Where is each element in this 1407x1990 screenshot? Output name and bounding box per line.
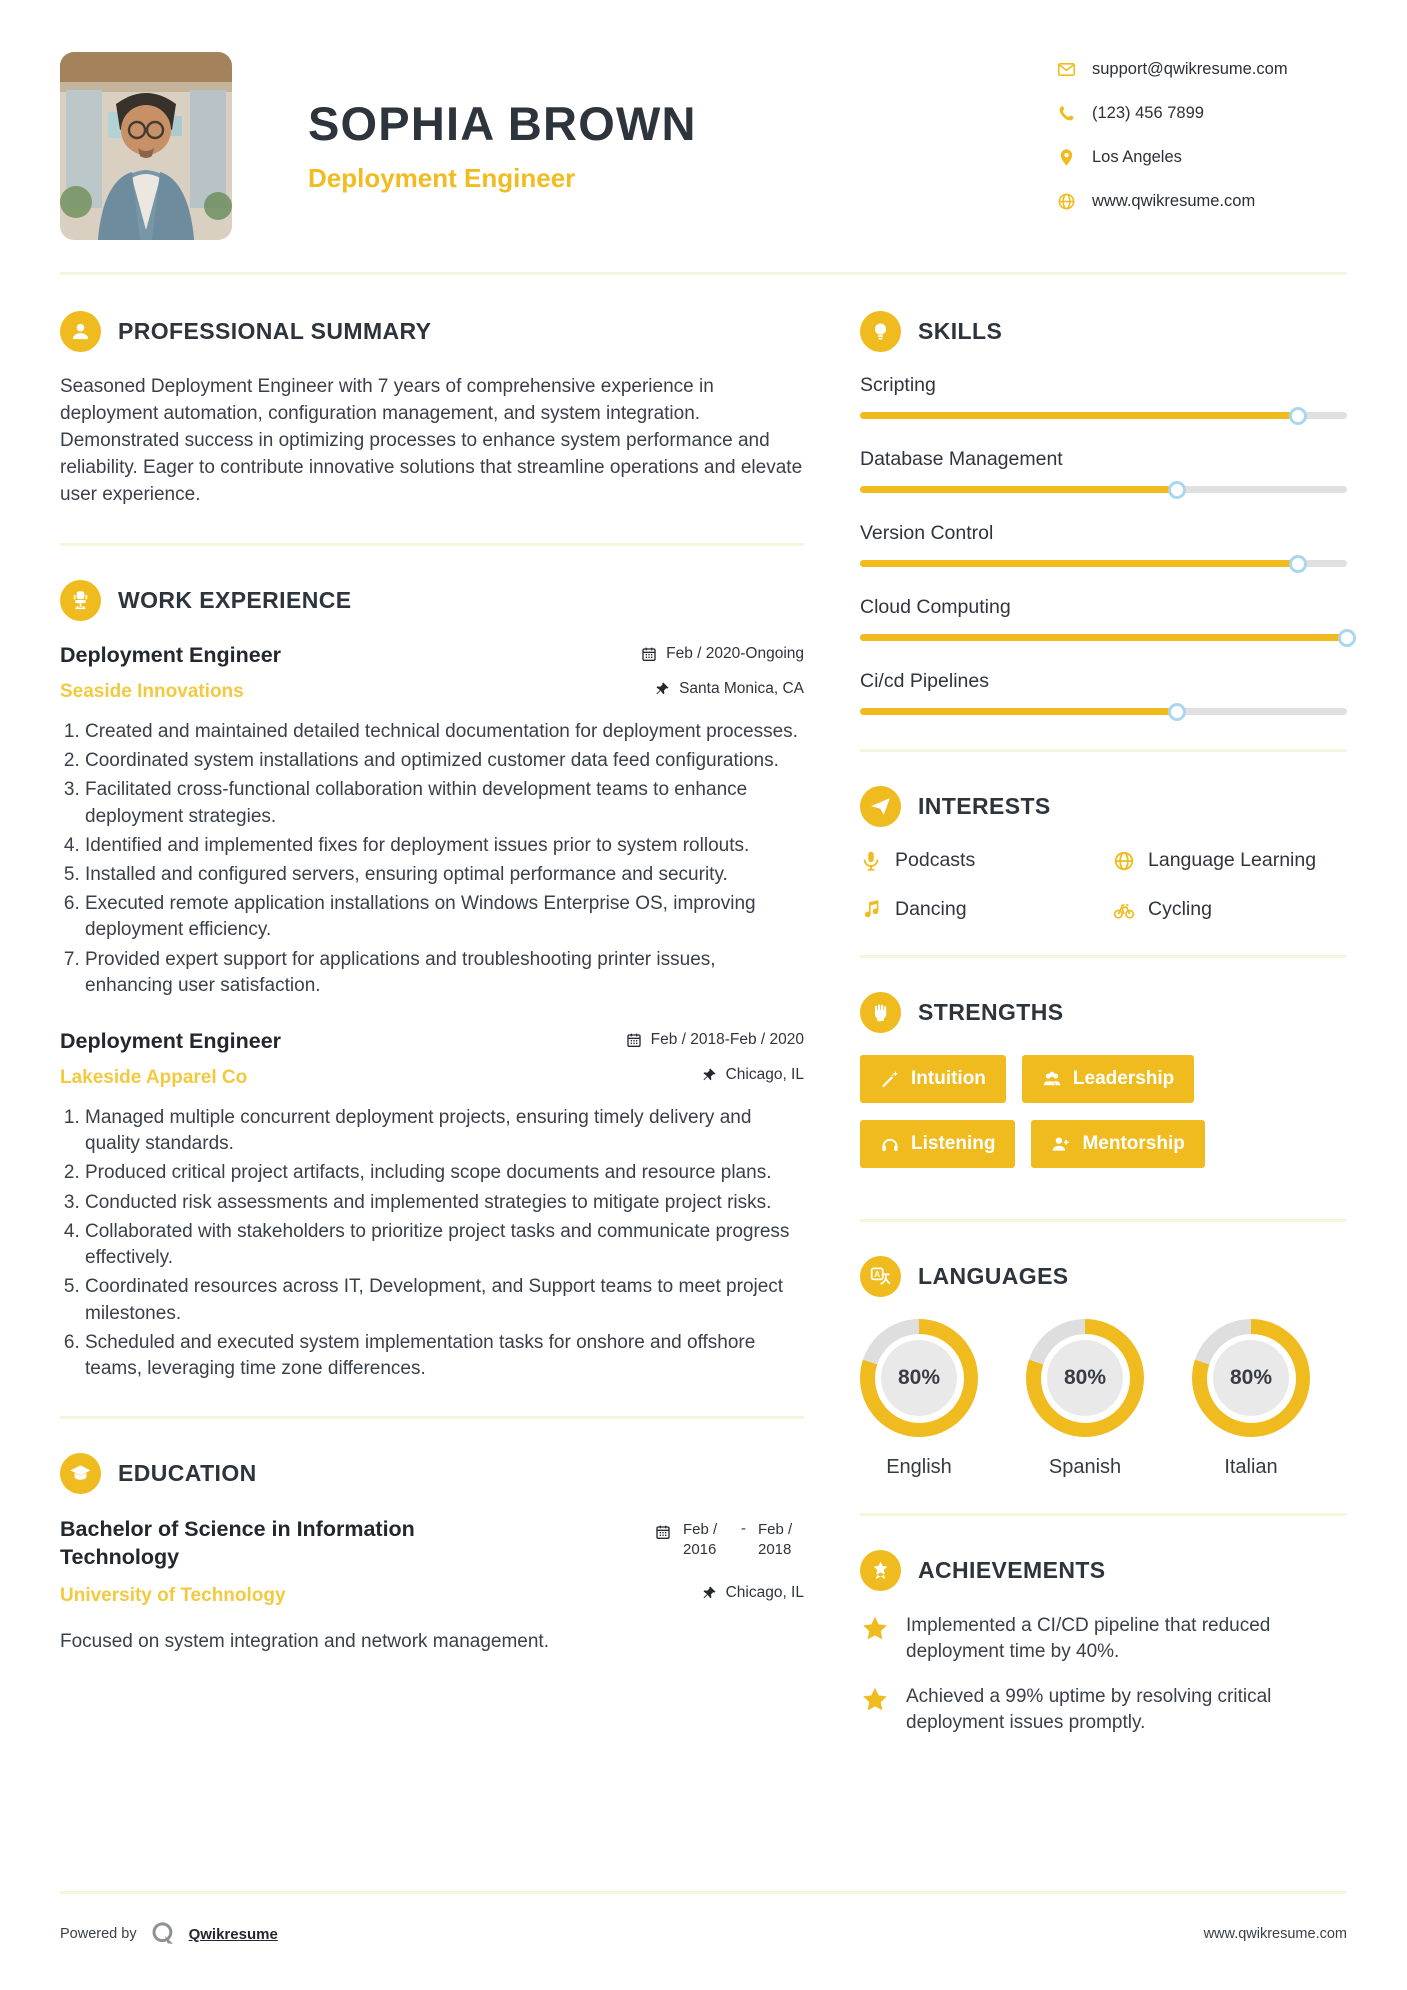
user-plus-icon [1051, 1134, 1071, 1154]
job-location: Chicago, IL [701, 1066, 804, 1084]
skill-bar-fill [860, 560, 1298, 567]
skill-bar-fill [860, 708, 1177, 715]
contact-text: (123) 456 7899 [1092, 104, 1204, 122]
education-title: EDUCATION [118, 1460, 257, 1487]
profile-photo-illustration [60, 52, 232, 240]
education-location: Chicago, IL [701, 1584, 804, 1602]
job-bullet: 5. Coordinated resources across IT, Development, and Support teams to meet project milestones. [85, 1274, 804, 1326]
job-dates: Feb / 2020-Ongoing [641, 645, 804, 663]
strength-name: Leadership [1072, 1068, 1175, 1089]
contact-text: Los Angeles [1092, 148, 1182, 166]
skill-slider-knob [1289, 555, 1307, 573]
work-section [60, 580, 804, 1382]
languages-section [860, 1256, 1347, 1479]
microphone-icon [860, 850, 882, 872]
qwikresume-link[interactable]: Qwikresume [188, 1925, 278, 1943]
location-icon [1057, 148, 1076, 167]
skill-item [860, 448, 1347, 493]
skill-bar-fill [860, 412, 1298, 419]
translate-icon [860, 1256, 901, 1297]
strengths-title: STRENGTHS [918, 999, 1064, 1025]
job-role: Deployment Engineer [60, 642, 282, 667]
music-note-icon [860, 899, 882, 921]
section-divider [860, 749, 1347, 752]
education-degree: Bachelor of Science in Information Technology [60, 1517, 415, 1570]
globe-icon [1057, 192, 1076, 211]
header [60, 52, 1347, 240]
phone-icon [1057, 104, 1076, 123]
skill-item [860, 596, 1347, 641]
section-divider [60, 543, 804, 546]
job-company: Lakeside Apparel Co [60, 1067, 248, 1089]
person-job-title: Deployment Engineer [308, 163, 576, 193]
job-bullet: 1. Managed multiple concurrent deployment projects, ensuring timely delivery and quality standards. [85, 1105, 804, 1157]
summary-title: PROFESSIONAL SUMMARY [118, 318, 432, 344]
pushpin-icon [701, 1585, 717, 1601]
header-divider [60, 272, 1347, 275]
section-divider [860, 955, 1347, 958]
graduation-cap-icon [60, 1453, 101, 1494]
strength-badge [1022, 1055, 1194, 1103]
calendar-icon [655, 1524, 671, 1540]
job-bullet-list [60, 1105, 804, 1382]
skills-section [860, 311, 1347, 715]
skill-bar-track [860, 708, 1347, 715]
language-name: English [886, 1456, 952, 1478]
contact-item[interactable] [1057, 192, 1347, 211]
education-dates: Feb / 2016 - Feb / 2018 [655, 1520, 804, 1572]
user-icon [60, 311, 101, 352]
medal-icon [860, 1550, 901, 1591]
strength-badge [860, 1120, 1015, 1168]
skill-slider-knob [1338, 629, 1356, 647]
contact-text: www.qwikresume.com [1092, 192, 1256, 210]
contact-item[interactable] [1057, 104, 1347, 123]
section-divider [860, 1513, 1347, 1516]
job-location: Santa Monica, CA [654, 680, 804, 698]
fist-icon [860, 992, 901, 1033]
education-section [60, 1453, 804, 1656]
footer-website[interactable]: www.qwikresume.com [1203, 1926, 1347, 1942]
right-column [860, 311, 1347, 1756]
interest-name: Dancing [895, 898, 967, 920]
job-entry [60, 1029, 804, 1382]
skill-slider-knob [1168, 703, 1186, 721]
bicycle-icon [1113, 899, 1135, 921]
job-bullet: 3. Conducted risk assessments and implemented strategies to mitigate project risks. [85, 1190, 804, 1216]
summary-text: Seasoned Deployment Engineer with 7 years of comprehensive experience in deployment automation, configuration management, and system integration. Demonstrated success in optimizing processes to enhance system performance and reliability. Eager to contribute innovative solutions that streamline operations and elevate user experience. [60, 376, 803, 505]
achievement-text: Achieved a 99% uptime by resolving critical deployment issues promptly. [906, 1686, 1272, 1733]
interests-title: INTERESTS [918, 793, 1051, 819]
job-bullet: 6. Executed remote application installations on Windows Enterprise OS, improving deployment efficiency. [85, 891, 804, 943]
interest-name: Language Learning [1148, 849, 1317, 871]
skill-name: Version Control [860, 522, 994, 544]
education-note: Focused on system integration and network management. [60, 1631, 549, 1653]
skill-bar-track [860, 560, 1347, 567]
skill-bar-fill [860, 634, 1347, 641]
star-icon [860, 1614, 890, 1644]
skill-name: Cloud Computing [860, 596, 1011, 618]
pushpin-icon [654, 681, 670, 697]
pushpin-icon [701, 1067, 717, 1083]
left-column [60, 311, 804, 1656]
language-donut-chart [1192, 1319, 1310, 1437]
wand-icon [880, 1069, 900, 1089]
strength-badge [860, 1055, 1006, 1103]
profile-photo [60, 52, 232, 240]
languages-title: LANGUAGES [918, 1263, 1069, 1289]
strength-name: Intuition [911, 1068, 986, 1089]
skill-bar-track [860, 634, 1347, 641]
calendar-icon [626, 1032, 642, 1048]
job-bullet: 1. Created and maintained detailed technical documentation for deployment processes. [85, 719, 804, 745]
language-item [1192, 1319, 1310, 1479]
job-bullet: 3. Facilitated cross-functional collaboration within development teams to enhance deployment strategies. [85, 777, 804, 829]
person-name: SOPHIA BROWN [308, 97, 697, 150]
job-company: Seaside Innovations [60, 680, 244, 702]
interest-item [860, 898, 1113, 921]
strength-name: Mentorship [1082, 1133, 1185, 1154]
interest-name: Podcasts [895, 849, 976, 871]
paper-plane-icon [860, 786, 901, 827]
footer-divider [60, 1891, 1347, 1894]
language-donut-chart [860, 1319, 978, 1437]
skill-item [860, 522, 1347, 567]
footer [60, 1891, 1347, 1948]
skill-slider-knob [1168, 481, 1186, 499]
skill-bar-track [860, 486, 1347, 493]
strength-name: Listening [911, 1133, 996, 1154]
headphones-icon [880, 1134, 900, 1154]
job-bullet: 2. Coordinated system installations and optimized customer data feed configurations. [85, 748, 804, 774]
job-bullet: 2. Produced critical project artifacts, including scope documents and resource plans. [85, 1160, 804, 1186]
star-icon [860, 1685, 890, 1715]
language-item [860, 1319, 978, 1479]
calendar-icon [641, 646, 657, 662]
interest-item [860, 849, 1113, 872]
job-bullet: 4. Collaborated with stakeholders to prioritize project tasks and communicate progress effectively. [85, 1219, 804, 1271]
strength-badge [1031, 1120, 1204, 1168]
interest-item [1113, 898, 1347, 921]
skill-name: Scripting [860, 374, 936, 396]
contact-list [1057, 60, 1347, 240]
strengths-section [860, 992, 1347, 1185]
job-entry [60, 643, 804, 999]
powered-by-label: Powered by [60, 1926, 137, 1942]
bulb-icon [860, 311, 901, 352]
contact-item[interactable] [1057, 60, 1347, 79]
language-percent: 80% [1213, 1340, 1289, 1416]
achievements-section [860, 1550, 1347, 1736]
education-school: University of Technology [60, 1585, 286, 1607]
job-bullet: 4. Identified and implemented fixes for deployment issues prior to system rollouts. [85, 833, 804, 859]
skill-name: Database Management [860, 448, 1063, 470]
skill-bar-track [860, 412, 1347, 419]
summary-section [60, 311, 804, 509]
job-bullet: 6. Scheduled and executed system implementation tasks for onshore and offshore teams, leveraging time zone differences. [85, 1330, 804, 1382]
skill-bar-fill [860, 486, 1177, 493]
achievements-title: ACHIEVEMENTS [918, 1557, 1106, 1583]
language-donut-chart [1026, 1319, 1144, 1437]
interests-section [860, 786, 1347, 921]
job-bullet: 5. Installed and configured servers, ensuring optimal performance and security. [85, 862, 804, 888]
skill-name: Ci/cd Pipelines [860, 670, 989, 692]
achievement-item [860, 1684, 1347, 1735]
office-chair-icon [60, 580, 101, 621]
skill-item [860, 374, 1347, 419]
section-divider [60, 1416, 804, 1419]
language-percent: 80% [1047, 1340, 1123, 1416]
job-bullet-list [60, 719, 804, 999]
skills-title: SKILLS [918, 318, 1003, 344]
language-name: Italian [1224, 1456, 1278, 1478]
team-icon [1042, 1069, 1062, 1089]
language-percent: 80% [881, 1340, 957, 1416]
interest-name: Cycling [1148, 898, 1212, 920]
skill-item [860, 670, 1347, 715]
skill-slider-knob [1289, 407, 1307, 425]
interest-item [1113, 849, 1347, 872]
achievement-item [860, 1613, 1347, 1664]
q-logo-icon [149, 1920, 177, 1948]
job-dates: Feb / 2018-Feb / 2020 [626, 1031, 804, 1049]
achievement-text: Implemented a CI/CD pipeline that reduced deployment time by 40%. [906, 1615, 1271, 1662]
job-role: Deployment Engineer [60, 1029, 282, 1054]
job-bullet: 7. Provided expert support for applications and troubleshooting printer issues, enhancing user satisfaction. [85, 947, 804, 999]
language-name: Spanish [1048, 1456, 1122, 1478]
email-icon [1057, 60, 1076, 79]
svg-text:A: A [874, 1270, 881, 1280]
work-title: WORK EXPERIENCE [118, 586, 352, 613]
contact-text: support@qwikresume.com [1092, 60, 1288, 78]
section-divider [860, 1219, 1347, 1222]
language-item [1026, 1319, 1144, 1479]
contact-item[interactable] [1057, 148, 1347, 167]
globe-icon [1113, 850, 1135, 872]
